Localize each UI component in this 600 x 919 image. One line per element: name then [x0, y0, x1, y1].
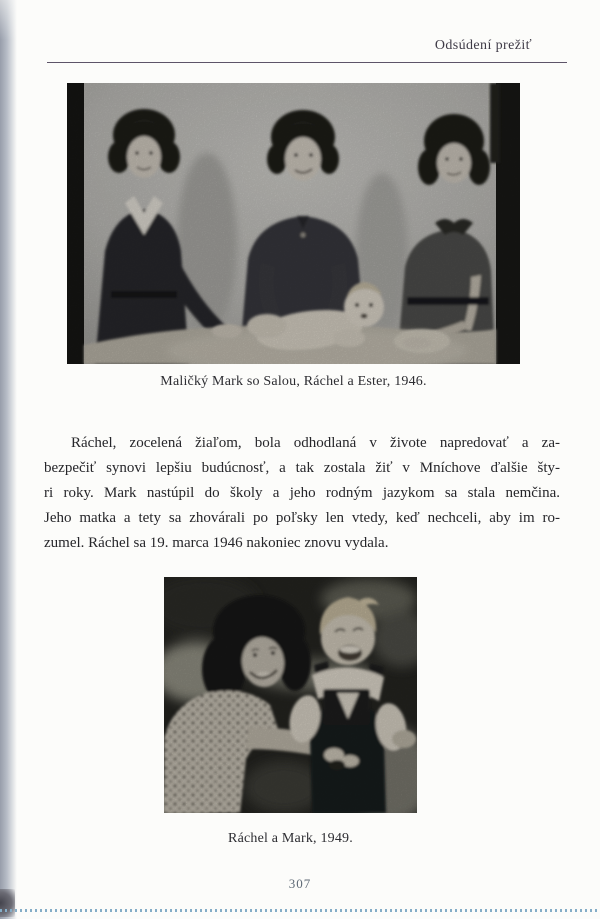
photo-rachel-mark-1949: [164, 577, 417, 813]
photo1-caption: Maličký Mark so Salou, Ráchel a Ester, 1946.: [160, 374, 427, 389]
paragraph-line: bezpečiť synovi lepšiu budúcnosť, a tak zostala žiť v Mníchove ďalšie šty-: [44, 460, 560, 476]
header-rule: [47, 62, 567, 63]
photo-mark-salo-rachel-ester-1946: [67, 83, 520, 364]
paragraph-line: zumel. Ráchel sa 19. marca 1946 nakoniec znovu vydala.: [44, 535, 389, 551]
page-spine-shadow: [0, 0, 17, 919]
running-header: Odsúdení prežiť: [434, 38, 532, 53]
photo2-caption: Ráchel a Mark, 1949.: [228, 831, 353, 846]
paragraph-line: Jeho matka a tety sa zhovárali po poľsky len vtedy, keď nechceli, aby im ro-: [44, 510, 560, 526]
body-paragraph: [44, 431, 560, 556]
scan-dotted-rule: [0, 909, 600, 912]
paragraph-line: ri roky. Mark nastúpil do školy a jeho rodným jazykom sa stala nemčina.: [44, 485, 560, 501]
page-spine-ink-blot: [0, 889, 15, 917]
paragraph-line: Ráchel, zocelená žiaľom, bola odhodlaná v živote napredovať a za-: [71, 435, 560, 451]
page-number: 307: [288, 876, 312, 891]
page-spine-shadow-fade: [0, 0, 17, 40]
